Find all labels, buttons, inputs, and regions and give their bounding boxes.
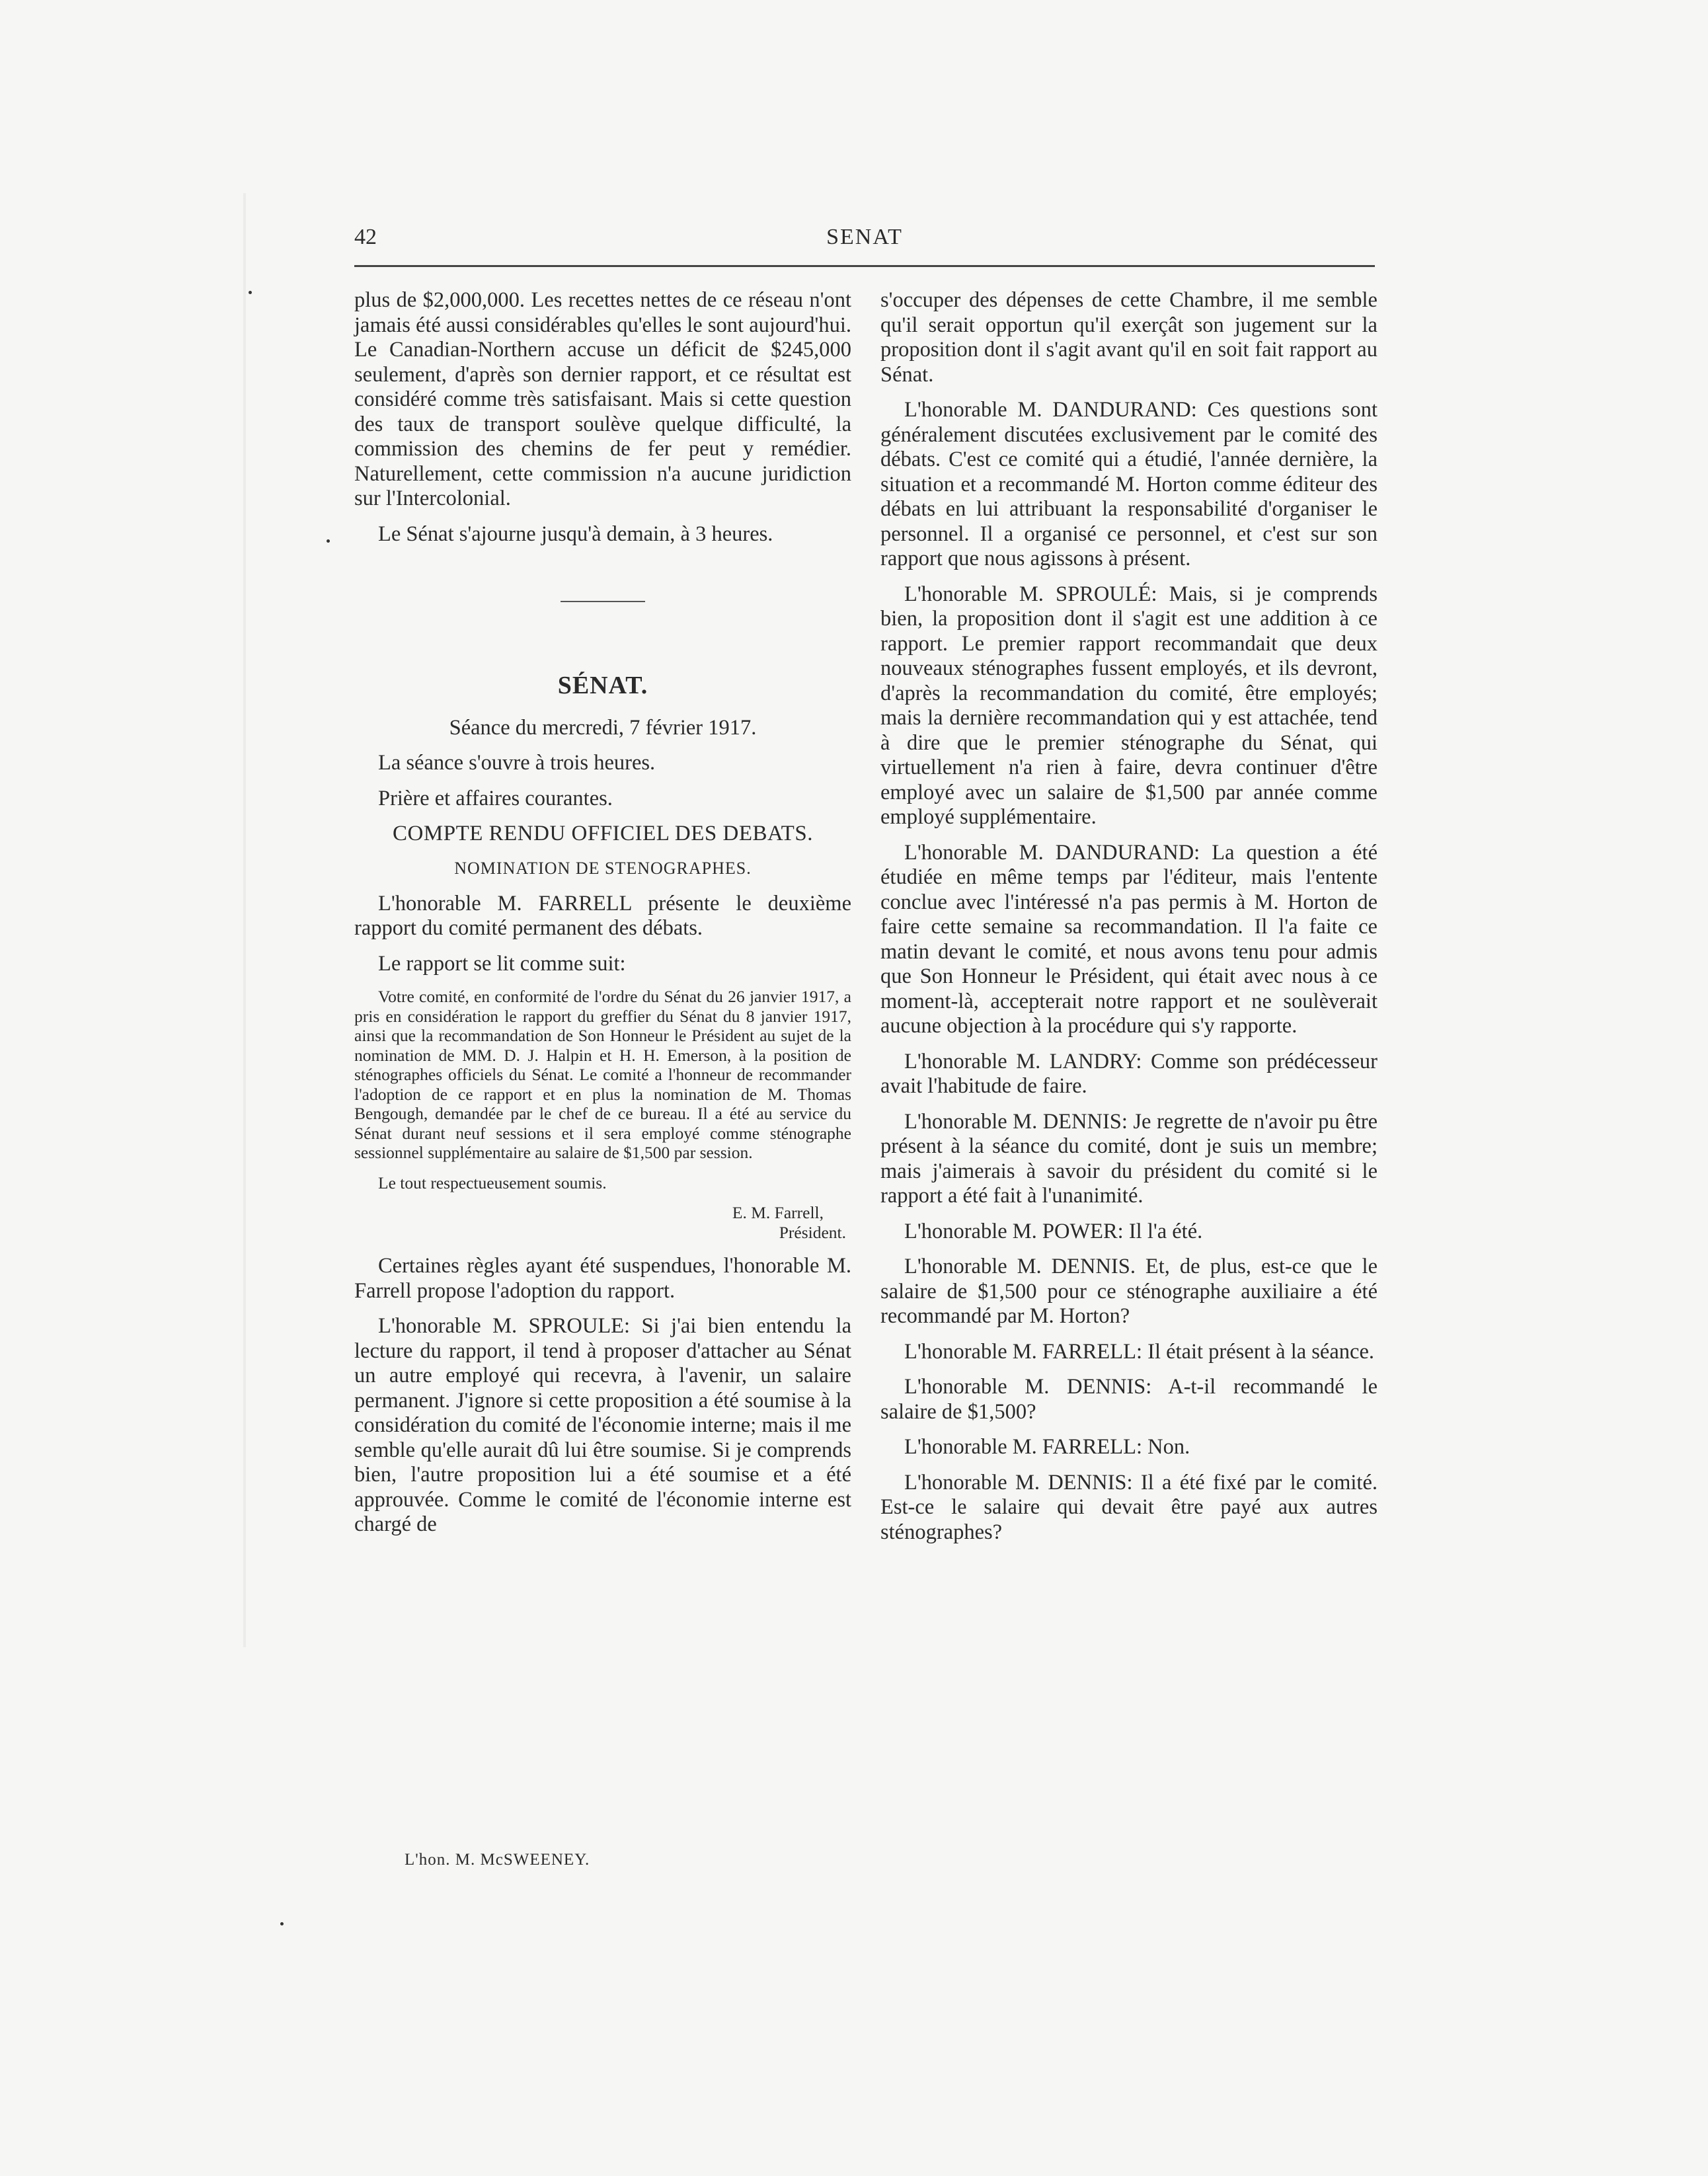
ink-speck: [280, 1922, 284, 1925]
report-closing: Le tout respectueusement soumis.: [378, 1173, 607, 1192]
paragraph: s'occuper des dépenses de cette Chambre, il me semble qu'il serait opportun qu'il exerçât son jugement sur la proposition dont il s'agit avant qu'il en soit fait rapport au Sénat.: [880, 288, 1378, 387]
page-number: 42: [354, 225, 377, 249]
paragraph: L'honorable M. FARRELL: Non.: [904, 1435, 1190, 1459]
paragraph: L'honorable M. DENNIS: Je regrette de n'avoir pu être présent à la séance du comité, dont je suis un membre; mais j'aimerais à savoir du président du comité si le rapport a été fait à l'unanimité.: [880, 1109, 1378, 1208]
running-head: SENAT: [826, 225, 903, 249]
footer-speaker-note: L'hon. M. McSWEENEY.: [405, 1851, 590, 1869]
paragraph: L'honorable M. LANDRY: Comme son prédécesseur avait l'habitude de faire.: [880, 1049, 1378, 1098]
paragraph: L'honorable M. DENNIS: A-t-il recommandé le salaire de $1,500?: [880, 1375, 1378, 1424]
prayer-line: Prière et affaires courantes.: [378, 786, 613, 810]
ink-speck: [249, 291, 252, 294]
paragraph: Le rapport se lit comme suit:: [378, 951, 626, 976]
adjournment-paragraph: Le Sénat s'ajourne jusqu'à demain, à 3 heures.: [378, 522, 773, 546]
signature-block: [354, 1203, 851, 1242]
paragraph: L'honorable M. FARRELL: Il était présent à la séance.: [904, 1339, 1375, 1364]
report-text: Votre comité, en conformité de l'ordre du Sénat du 26 janvier 1917, a pris en considération le rapport du greffier du Sénat du 8 janvier 1917, ainsi que la recommandation de Son Honneur le Président au sujet de la nomination de MM. D. J. Halpin et H. H. Emerson, à la position de sténographes officiels du Sénat. Le comité a l'honneur de recommander l'adoption de ce rapport et en plus la nomination de M. Thomas Bengough, demandée par le chef de ce bureau. Il a été au service du Sénat durant neuf sessions et il sera employé comme sténographe sessionnel supplémentaire au salaire de $1,500 par session.: [354, 987, 851, 1162]
section-separator: [561, 601, 645, 602]
nomination-heading: NOMINATION DE STENOGRAPHES.: [454, 859, 752, 878]
section-title: SÉNAT.: [557, 672, 648, 699]
signature-title: Président.: [779, 1222, 846, 1242]
compte-rendu-heading: COMPTE RENDU OFFICIEL DES DEBATS.: [393, 822, 813, 845]
paragraph: L'honorable M. POWER: Il l'a été.: [904, 1219, 1203, 1243]
opening-line: La séance s'ouvre à trois heures.: [378, 751, 656, 775]
header-rule: [354, 265, 1375, 267]
paragraph: L'honorable M. DANDURAND: Ces questions sont généralement discutées exclusivement par le comité des débats. C'est ce comité qui a étudié, l'année dernière, la situation et a recommandé M. Horton comme éditeur des débats en lui attribuant la responsabilité d'organiser le personnel. Il a organisé ce personnel, et c'est sur son rapport que nous agissons à présent.: [880, 398, 1378, 570]
page-edge-shadow: [243, 193, 246, 1647]
paragraph: L'honorable M. SPROULÉ: Mais, si je comprends bien, la proposition dont il s'agit est une addition à ce rapport. Le premier rapport recommandait que deux nouveaux sténographes fussent employés, et ils devront, d'après la recommandation du comité, être employés; mais la dernière recommandation qui y est attachée, tend à dire que le premier sténographe du Sénat, qui virtuellement n'a rien à faire, devra continuer d'être employé avec un salaire de $1,500 par année comme employé supplémentaire.: [880, 582, 1378, 829]
session-line: Séance du mercredi, 7 février 1917.: [449, 715, 757, 740]
paragraph: plus de $2,000,000. Les recettes nettes de ce réseau n'ont jamais été aussi considérables qu'elles le sont aujourd'hui. Le Canadian-Northern accuse un déficit de $245,000 seulement, d'après son dernier rapport, et ce résultat est considéré comme très satisfaisant. Mais si cette question des taux de transport soulève quelque difficulté, la commission des chemins de fer peut y remédier. Naturellement, cette commission n'a aucune juridiction sur l'Intercolonial.: [354, 288, 851, 510]
paragraph: L'honorable M. DENNIS: Il a été fixé par le comité. Est-ce le salaire qui devait être payé aux autres sténographes?: [880, 1470, 1378, 1544]
signature-name: E. M. Farrell,: [732, 1203, 824, 1222]
page-header: [354, 221, 1375, 268]
paragraph: Certaines règles ayant été suspendues, l'honorable M. Farrell propose l'adoption du rapport.: [354, 1254, 851, 1303]
paragraph: L'honorable M. SPROULE: Si j'ai bien entendu la lecture du rapport, il tend à proposer d'attacher au Sénat un autre employé qui recevra, à l'avenir, un salaire permanent. J'ignore si cette proposition a été soumise à la considération du comité de l'économie interne; mais il me semble qu'elle aurait dû lui être soumise. Si je comprends bien, l'autre proposition lui a été soumise et a été approuvée. Comme le comité de l'économie interne est chargé de: [354, 1314, 851, 1536]
paragraph: L'honorable M. DANDURAND: La question a été étudiée en même temps par l'éditeur, mais l'entente conclue avec l'intéressé n'a pas permis à M. Horton de faire cette semaine sa recommandation. Il l'a faite ce matin devant le comité, et nous avons tenu pour admis que Son Honneur le Président, qui était avec nous à ce moment-là, accepterait notre rapport et ne soulèverait aucune objection à la procédure qui s'y rapporte.: [880, 840, 1378, 1038]
paragraph: L'honorable M. FARRELL présente le deuxième rapport du comité permanent des débats.: [354, 891, 851, 940]
paragraph: L'honorable M. DENNIS. Et, de plus, est-ce que le salaire de $1,500 pour ce sténographe auxiliaire a été recommandé par M. Horton?: [880, 1255, 1378, 1328]
left-column: [354, 288, 851, 1548]
ink-speck: [327, 539, 330, 543]
right-column: [880, 288, 1378, 1555]
